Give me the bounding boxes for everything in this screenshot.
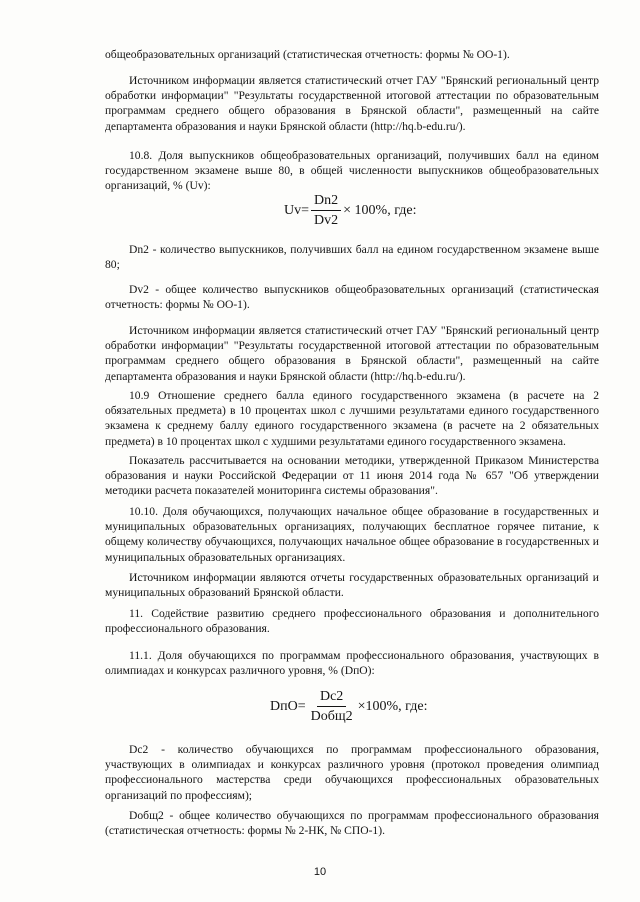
formula-uv-numerator: Dn2 bbox=[311, 192, 341, 211]
paragraph-source-reports: Источником информации являются отчеты государственных образовательных организаций и муниципальных образований Брянской области. bbox=[105, 571, 599, 600]
formula-dpo-rhs: ×100%, где: bbox=[357, 698, 428, 714]
paragraph-dn2-definition: Dn2 - количество выпускников, получивших балл на едином государственном экзамене выше 80; bbox=[105, 243, 599, 272]
paragraph-10-10: 10.10. Доля обучающихся, получающих начальное общее образование в государственных и муниципальных образовательных организациях, получающих бесплатное горячее питание, к общему количеству обучающихся, получающих начальное общее образование в государственных и муниципальных образовательных организациях. bbox=[105, 505, 599, 564]
formula-uv-lhs: Uv= bbox=[284, 202, 310, 218]
paragraph-oo1-forms: общеобразовательных организаций (статистическая отчетность: формы № ОО-1). bbox=[105, 48, 510, 61]
formula-uv bbox=[284, 192, 416, 229]
paragraph-11-1: 11.1. Доля обучающихся по программам профессионального образования, участвующих в олимпиадах и конкурсах различного уровня, % (DпО): bbox=[105, 649, 599, 678]
paragraph-source-gau-1: Источником информации является статистический отчет ГАУ "Брянский региональный центр обработки информации" "Результаты государственной итоговой аттестации по образовательным программам среднего общего образования в Брянской области", размещенный на сайте департамента образования и науки Брянской области (http://hq.b-edu.ru/). bbox=[105, 74, 599, 133]
formula-uv-rhs: × 100%, где: bbox=[343, 202, 417, 218]
formula-uv-fraction bbox=[311, 192, 341, 229]
paragraph-dc2-definition: Dc2 - количество обучающихся по программам профессионального образования, участвующих в олимпиадах и конкурсах различного уровня (протокол проведения олимпиад профессионального мастерства среди обучающихся профессиональных образовательных организаций по профессиям); bbox=[105, 743, 599, 802]
page-number: 10 bbox=[313, 866, 327, 878]
formula-dpo-numerator: Dc2 bbox=[317, 688, 346, 707]
formula-dpo-denominator: Dобщ2 bbox=[310, 709, 353, 724]
formula-dpo-fraction bbox=[308, 688, 356, 725]
paragraph-10-9: 10.9 Отношение среднего балла единого государственного экзамена (в расчете на 2 обязательных предмета) в 10 процентах школ с лучшими результатами единого государственного экзамена к среднему баллу единого государственного экзамена (в расчете на 2 обязательных предмета) в 10 процентах школ с худшими результатами единого государственного экзамена. bbox=[105, 389, 599, 448]
paragraph-methodology-order: Показатель рассчитывается на основании методики, утвержденной Приказом Министерства образования и науки Российской Федерации от 11 июня 2014 года № 657 "Об утверждении методики расчета показателей мониторинга системы образования". bbox=[105, 454, 599, 498]
paragraph-dobsch2-definition: Dобщ2 - общее количество обучающихся по программам профессионального образования (статистическая отчетность: формы № 2-НК, № СПО-1). bbox=[105, 809, 599, 838]
paragraph-10-8: 10.8. Доля выпускников общеобразовательных организаций, получивших балл на едином государственном экзамене выше 80, в общей численности выпускников общеобразовательных организаций, % (Uv): bbox=[105, 149, 599, 193]
paragraph-source-gau-2: Источником информации является статистический отчет ГАУ "Брянский региональный центр обработки информации" "Результаты государственной итоговой аттестации по образовательным программам среднего общего образования в Брянской области", размещенный на сайте департамента образования и науки Брянской области (http://hq.b-edu.ru/). bbox=[105, 324, 599, 383]
formula-dpo bbox=[270, 688, 427, 725]
paragraph-dv2-definition: Dv2 - общее количество выпускников общеобразовательных организаций (статистическая отчетность: формы № ОО-1). bbox=[105, 283, 599, 312]
paragraph-section-11: 11. Содействие развитию среднего профессионального образования и дополнительного профессионального образования. bbox=[105, 607, 599, 636]
formula-dpo-lhs: DпО= bbox=[270, 698, 306, 714]
formula-uv-denominator: Dv2 bbox=[314, 213, 339, 228]
